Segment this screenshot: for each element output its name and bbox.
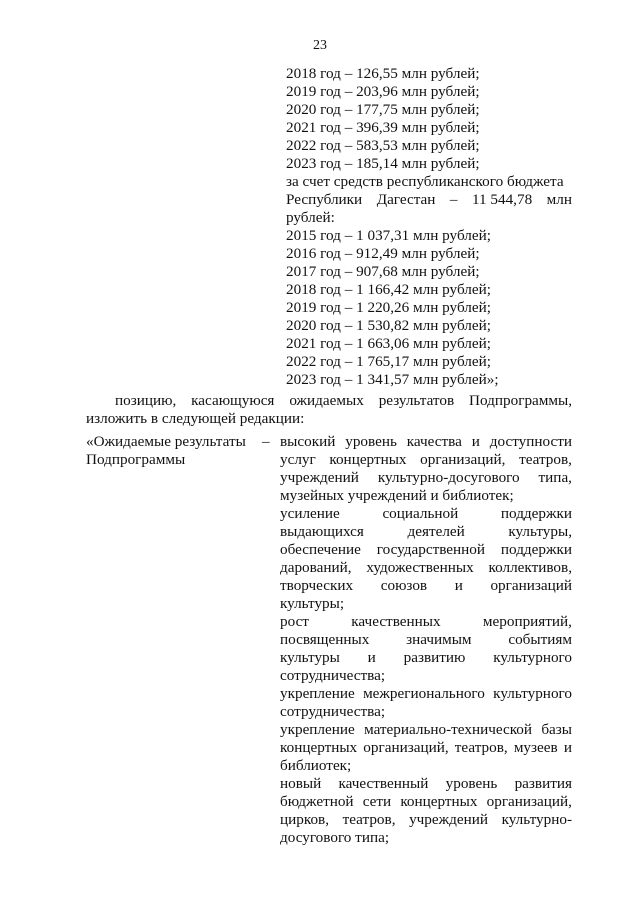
word: уровень	[445, 775, 498, 792]
word: союзов	[380, 577, 428, 594]
word: музеев	[513, 739, 558, 756]
word: укрепление	[280, 685, 355, 702]
word: и	[454, 577, 463, 594]
word: культуры,	[508, 523, 572, 540]
word: культурно-досугового	[377, 469, 520, 486]
list-item: 2020 год – 1 530,82 млн рублей;	[286, 317, 491, 334]
result-line	[280, 523, 572, 540]
word: и	[367, 649, 376, 666]
word: социальной	[382, 505, 459, 522]
word: –	[449, 191, 458, 208]
word: результатов	[378, 392, 455, 409]
result-line	[280, 559, 572, 576]
word: культуры	[280, 649, 340, 666]
word: концертных	[280, 739, 358, 756]
word: Подпрограммы,	[469, 392, 572, 409]
word: поддержки	[500, 505, 572, 522]
intro-line: за счет средств республиканского бюджета	[286, 173, 564, 190]
result-line: досугового типа;	[280, 829, 390, 846]
word: укрепление	[280, 721, 355, 738]
result-line: музейных учреждений и библиотек;	[280, 487, 514, 504]
list-item: 2019 год – 203,96 млн рублей;	[286, 83, 480, 100]
word: театров,	[519, 451, 572, 468]
list-item: 2022 год – 1 765,17 млн рублей;	[286, 353, 491, 370]
result-line	[280, 649, 572, 666]
word: мероприятий,	[482, 613, 572, 630]
word: культурного	[493, 685, 572, 702]
list-item: 2023 год – 185,14 млн рублей;	[286, 155, 480, 172]
word: 11 544,78	[471, 191, 533, 208]
word: выдающихся	[280, 523, 364, 540]
word: культурного	[493, 649, 572, 666]
word: организаций,	[486, 793, 572, 810]
result-line: сотрудничества;	[280, 703, 386, 720]
word: и	[471, 433, 480, 450]
instruction-line: изложить в следующей редакции:	[86, 410, 305, 427]
result-line	[280, 793, 572, 810]
word: художественных	[366, 559, 474, 576]
result-line	[280, 721, 572, 738]
word: государственной	[376, 541, 486, 558]
word: рост	[280, 613, 309, 630]
word: базы	[541, 721, 572, 738]
list-item: 2023 год – 1 341,57 млн рублей»;	[286, 371, 499, 388]
word: материально-технической	[364, 721, 533, 738]
result-line	[280, 775, 572, 792]
word: развития	[514, 775, 572, 792]
instruction-line	[115, 392, 572, 409]
word: развитию	[403, 649, 466, 666]
word: Республики	[286, 191, 363, 208]
word: организаций,	[420, 451, 506, 468]
list-item: 2018 год – 1 166,42 млн рублей;	[286, 281, 491, 298]
word: качества	[406, 433, 462, 450]
result-line	[280, 613, 572, 630]
word: сети	[362, 793, 392, 810]
word: организаций,	[363, 739, 449, 756]
page-number: 23	[313, 38, 327, 53]
word: организаций	[490, 577, 572, 594]
word: уровень	[345, 433, 397, 450]
word: театров,	[342, 811, 396, 828]
word: доступности	[489, 433, 572, 450]
result-line	[280, 577, 572, 594]
word: и	[563, 739, 572, 756]
label-line: «Ожидаемые результаты	[86, 433, 246, 450]
word: качественный	[338, 775, 429, 792]
word: цирков,	[280, 811, 330, 828]
word: млн	[546, 191, 572, 208]
dash-separator: –	[262, 433, 270, 450]
intro-line	[286, 191, 572, 208]
word: услуг	[280, 451, 316, 468]
list-item: 2020 год – 177,75 млн рублей;	[286, 101, 480, 118]
word: позицию,	[115, 392, 177, 409]
result-line	[280, 739, 572, 756]
result-line	[280, 505, 572, 522]
intro-line: рублей:	[286, 209, 335, 226]
list-item: 2021 год – 396,39 млн рублей;	[286, 119, 480, 136]
result-line	[280, 433, 572, 450]
word: межрегионального	[363, 685, 485, 702]
word: высокий	[280, 433, 336, 450]
list-item: 2017 год – 907,68 млн рублей;	[286, 263, 480, 280]
result-line	[280, 631, 572, 648]
word: концертных	[329, 451, 407, 468]
word: типа,	[538, 469, 572, 486]
word: усиление	[280, 505, 340, 522]
list-item: 2015 год – 1 037,31 млн рублей;	[286, 227, 491, 244]
list-item: 2021 год – 1 663,06 млн рублей;	[286, 335, 491, 352]
word: учреждений	[409, 811, 488, 828]
word: деятелей	[407, 523, 465, 540]
list-item: 2022 год – 583,53 млн рублей;	[286, 137, 480, 154]
label-line: Подпрограммы	[86, 451, 186, 468]
word: коллективов,	[488, 559, 572, 576]
result-line: сотрудничества;	[280, 667, 386, 684]
word: бюджетной	[280, 793, 354, 810]
word: концертных	[400, 793, 478, 810]
word: значимым	[406, 631, 472, 648]
word: дарований,	[280, 559, 352, 576]
list-item: 2019 год – 1 220,26 млн рублей;	[286, 299, 491, 316]
result-line	[280, 811, 572, 828]
word: культурно-	[501, 811, 572, 828]
result-line	[280, 451, 572, 468]
list-item: 2016 год – 912,49 млн рублей;	[286, 245, 480, 262]
word: учреждений	[280, 469, 359, 486]
word: театров,	[454, 739, 508, 756]
result-line	[280, 469, 572, 486]
word: новый	[280, 775, 322, 792]
result-line	[280, 685, 572, 702]
result-line: культуры;	[280, 595, 345, 612]
word: Дагестан	[376, 191, 436, 208]
word: творческих	[280, 577, 354, 594]
word: обеспечение	[280, 541, 361, 558]
word: ожидаемых	[289, 392, 364, 409]
word: посвященных	[280, 631, 370, 648]
word: качественных	[351, 613, 441, 630]
word: поддержки	[500, 541, 572, 558]
result-line	[280, 541, 572, 558]
word: событиям	[508, 631, 572, 648]
list-item: 2018 год – 126,55 млн рублей;	[286, 65, 480, 82]
word: касающуюся	[191, 392, 275, 409]
result-line: библиотек;	[280, 757, 352, 774]
